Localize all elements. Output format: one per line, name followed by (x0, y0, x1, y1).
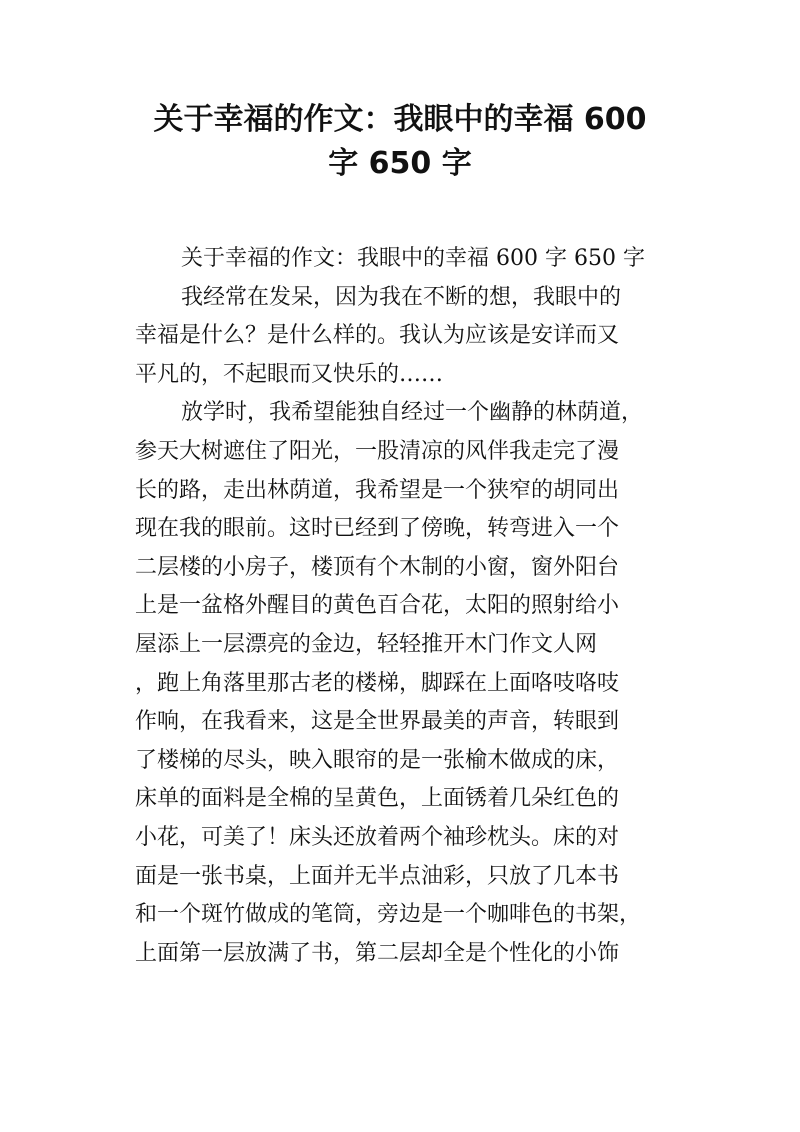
document-body (135, 240, 665, 973)
body-line-1: 关于幸福的作文：我眼中的幸福 600 字 650 字 (181, 246, 645, 271)
title-line-1: 关于幸福的作文：我眼中的幸福 600 (153, 102, 647, 137)
body-line-7: 长的路，走出林荫道，我希望是一个狭窄的胡同出 (135, 477, 620, 503)
document-title (100, 98, 700, 186)
body-line-19: 上面第一层放满了书，第二层却全是个性化的小饰 (135, 940, 620, 966)
body-line-18: 和一个斑竹做成的笔筒，旁边是一个咖啡色的书架， (135, 902, 642, 928)
body-line-5: 放学时，我希望能独自经过一个幽静的林荫道， (181, 400, 644, 426)
body-line-3: 幸福是什么？是什么样的。我认为应该是安详而又 (135, 323, 620, 349)
body-line-2: 我经常在发呆，因为我在不断的想，我眼中的 (181, 284, 622, 310)
body-line-6: 参天大树遮住了阳光，一股清凉的风伴我走完了漫 (135, 438, 620, 464)
body-line-13: 作响，在我看来，这是全世界最美的声音，转眼到 (135, 709, 620, 735)
body-line-4: 平凡的，不起眼而又快乐的…… (135, 361, 444, 387)
body-line-15: 床单的面料是全棉的呈黄色，上面锈着几朵红色的 (135, 786, 620, 812)
title-line-2: 字 650 字 (328, 146, 472, 181)
body-line-10: 上是一盆格外醒目的黄色百合花，太阳的照射给小 (135, 593, 620, 619)
body-line-16: 小花，可美了！床头还放着两个袖珍枕头。床的对 (135, 824, 620, 850)
body-line-11: 屋添上一层漂亮的金边，轻轻推开木门作文人网 (135, 631, 598, 657)
body-line-17: 面是一张书桌，上面并无半点油彩，只放了几本书 (135, 863, 620, 889)
body-line-8: 现在我的眼前。这时已经到了傍晚，转弯进入一个 (135, 516, 620, 542)
body-line-12: ，跑上角落里那古老的楼梯，脚踩在上面咯吱咯吱 (135, 670, 620, 696)
body-line-9: 二层楼的小房子，楼顶有个木制的小窗，窗外阳台 (135, 554, 620, 580)
body-line-14: 了楼梯的尽头，映入眼帘的是一张榆木做成的床， (135, 747, 620, 773)
